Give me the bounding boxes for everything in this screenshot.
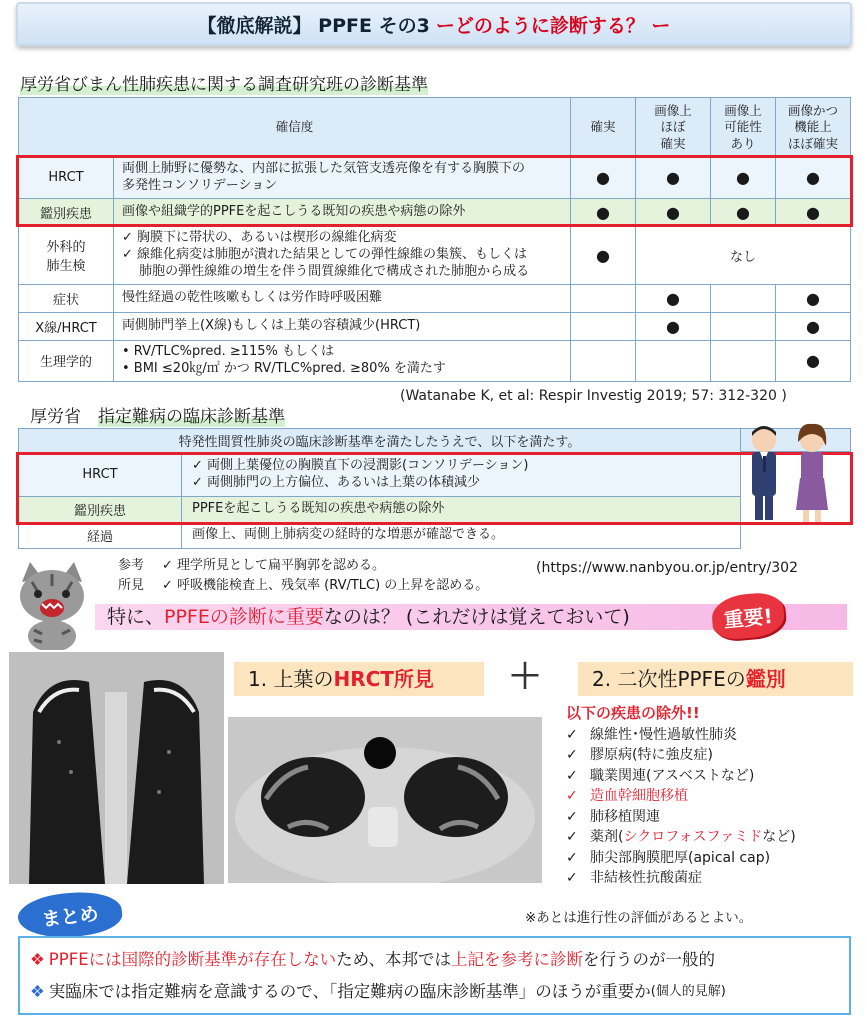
- dot-cell: [636, 340, 711, 381]
- row-label: 生理学的: [19, 340, 114, 381]
- dot-cell: ●: [711, 158, 776, 199]
- dot-cell: ●: [711, 198, 776, 226]
- dot-cell: ●: [571, 226, 636, 284]
- summary-line-1: ❖ PPFEには 国際的診断基準が存在しない ため、本邦では 上記を参考に診断 を行うのが一般的: [30, 944, 839, 976]
- table-row: [19, 226, 851, 284]
- row-label: 症状: [19, 284, 114, 312]
- list-item: ✓ 造血幹細胞移植: [566, 786, 796, 807]
- title-main: 【徹底解説】 PPFE その3: [197, 14, 430, 37]
- table-row: [19, 523, 741, 549]
- header-col3: 画像上 可能性 あり: [711, 98, 776, 158]
- dot-cell: ●: [776, 158, 851, 199]
- row-label: HRCT: [19, 453, 182, 497]
- dot-cell: [571, 340, 636, 381]
- diamond-icon: ❖: [30, 950, 45, 969]
- note-text: ✓ 呼吸機能検査上、残気率 (RV/TLC) の上昇を認める。: [162, 577, 489, 593]
- intractable-disease-criteria-table: [18, 428, 741, 549]
- ct-coronal-image: [9, 652, 224, 884]
- row-label: 鑑別疾患: [19, 497, 182, 523]
- header-col1: 確実: [571, 98, 636, 158]
- row-label: 鑑別疾患: [19, 198, 114, 226]
- row-label: X線/HRCT: [19, 312, 114, 340]
- title-banner: [16, 2, 852, 46]
- summary-note: ※あとは進行性の評価があるとよい。: [525, 910, 753, 926]
- list-item: ✓ 非結核性抗酸菌症: [566, 868, 796, 889]
- row-desc: 両側肺門挙上(X線)もしくは上葉の容積減少(HRCT): [114, 312, 571, 340]
- dot-cell: [571, 284, 636, 312]
- list-item: ✓ 薬剤( シクロフォスファミド など): [566, 827, 796, 848]
- list-item: ✓ 膠原病(特に強皮症): [566, 745, 796, 766]
- none-cell: なし: [636, 226, 851, 284]
- dot-cell: ●: [776, 198, 851, 226]
- finding2-label: 2. 二次性PPFEの鑑別: [578, 662, 853, 696]
- list-item: ✓ 線維性･慢性過敏性肺炎: [566, 725, 796, 746]
- check-icon: ✓: [566, 870, 578, 886]
- ct-axial-image: [228, 717, 542, 883]
- exclusion-title: 以下の疾患の除外!!: [566, 704, 700, 722]
- summary-badge: まとめ: [16, 888, 124, 943]
- cat-illustration: [12, 562, 92, 650]
- dot-cell: ●: [776, 340, 851, 381]
- finding1-label: 1. 上葉のHRCT所見: [234, 662, 484, 696]
- note-label: 所見: [118, 577, 145, 593]
- check-icon: ✓: [566, 788, 578, 804]
- key-question: 特に、PPFEの診断に重要なのは？ (これだけは覚えておいて): [95, 604, 847, 630]
- row-label: HRCT: [19, 158, 114, 199]
- table-row: [19, 284, 851, 312]
- check-icon: ✓: [566, 808, 578, 825]
- reference-notes: [118, 556, 488, 595]
- dot-cell: ●: [571, 158, 636, 199]
- summary-line-2: ❖ 実臨床では指定難病を意識するので、「指定難病の臨床診断基準」のほうが重要か (個人的見解): [30, 976, 839, 1008]
- citation-nanbyou: (https://www.nanbyou.or.jp/entry/302: [536, 560, 798, 576]
- dot-cell: ●: [636, 284, 711, 312]
- table2-header: 特発性間質性肺炎の臨床診断基準を満たしたうえで、以下を満たす。: [19, 429, 741, 453]
- row-desc: • RV/TLC%pred. ≥115% もしくは • BMI ≤20㎏/㎡ かつ RV/TLC%pred. ≥80% を満たす: [114, 340, 571, 381]
- table-row: [19, 158, 851, 199]
- list-item: ✓ 職業関連(アスベストなど): [566, 766, 796, 787]
- section2-heading: 厚労省 指定難病の臨床診断基準: [30, 407, 285, 427]
- title-sub: ーどのように診断する？ ー: [435, 14, 671, 37]
- plus-sign: ＋: [508, 657, 542, 697]
- dot-cell: ●: [776, 312, 851, 340]
- row-desc: ✓ 両側上葉優位の胸膜直下の浸潤影(コンソリデーション) ✓ 両側肺門の上方偏位、あるいは上葉の体積減少: [182, 453, 741, 497]
- dot-cell: ●: [636, 198, 711, 226]
- note-text: ✓ 理学所見として扁平胸郭を認める。: [162, 558, 386, 573]
- note-label: 参考: [118, 558, 145, 573]
- check-icon: ✓: [566, 849, 578, 866]
- dot-cell: [711, 340, 776, 381]
- row-label: 外科的 肺生検: [19, 226, 114, 284]
- row-desc: 慢性経過の乾性咳嗽もしくは労作時呼吸困難: [114, 284, 571, 312]
- dot-cell: ●: [636, 312, 711, 340]
- list-item: ✓ 肺移植関連: [566, 807, 796, 828]
- header-col4: 画像かつ 機能上 ほぼ確実: [776, 98, 851, 158]
- summary-box: [18, 936, 851, 1015]
- row-desc: 画像上、両側上肺病変の経時的な増悪が確認できる。: [182, 523, 741, 549]
- row-desc: ✓ 胸膜下に帯状の、あるいは楔形の線維化病変 ✓ 線維化病変は肺胞が潰れた結果としての弾性線維の集簇、もしくは 肺胞の弾性線維の増生を伴う間質線維化で構成された肺胞から成る: [114, 226, 571, 284]
- citation-watanabe: (Watanabe K, et al: Respir Investig 2019; 57: 312-320 ): [400, 388, 787, 404]
- list-item: ✓ 肺尖部胸膜肥厚(apical cap): [566, 848, 796, 869]
- diamond-icon: ❖: [30, 982, 45, 1001]
- dot-cell: ●: [636, 158, 711, 199]
- check-icon: ✓: [566, 767, 578, 784]
- row-desc: PPFEを起こしうる既知の疾患や病態の除外: [182, 497, 741, 523]
- table-row: [19, 497, 741, 523]
- table-row: [19, 340, 851, 381]
- row-label: 経過: [19, 523, 182, 549]
- people-illustration: [740, 418, 840, 523]
- section1-heading: 厚労省びまん性肺疾患に関する調査研究班の診断基準: [20, 75, 428, 95]
- table-row: [19, 453, 741, 497]
- dot-cell: ●: [776, 284, 851, 312]
- check-icon: ✓: [566, 726, 578, 743]
- header-confidence: 確信度: [19, 98, 571, 158]
- dot-cell: [571, 312, 636, 340]
- table-row: [19, 312, 851, 340]
- check-icon: ✓: [566, 747, 578, 763]
- check-icon: ✓: [566, 829, 578, 845]
- exclusion-list: [566, 703, 796, 889]
- dot-cell: ●: [571, 198, 636, 226]
- dot-cell: [711, 312, 776, 340]
- row-desc: 画像や組織学的PPFEを起こしうる既知の疾患や病態の除外: [114, 198, 571, 226]
- diagnostic-criteria-table: [18, 97, 851, 382]
- important-badge: 重要!: [710, 591, 786, 641]
- header-col2: 画像上 ほぼ 確実: [636, 98, 711, 158]
- table-row: [19, 198, 851, 226]
- dot-cell: [711, 284, 776, 312]
- row-desc: 両側上肺野に優勢な、内部に拡張した気管支透亮像を有する胸膜下の 多発性コンソリデーション: [114, 158, 571, 199]
